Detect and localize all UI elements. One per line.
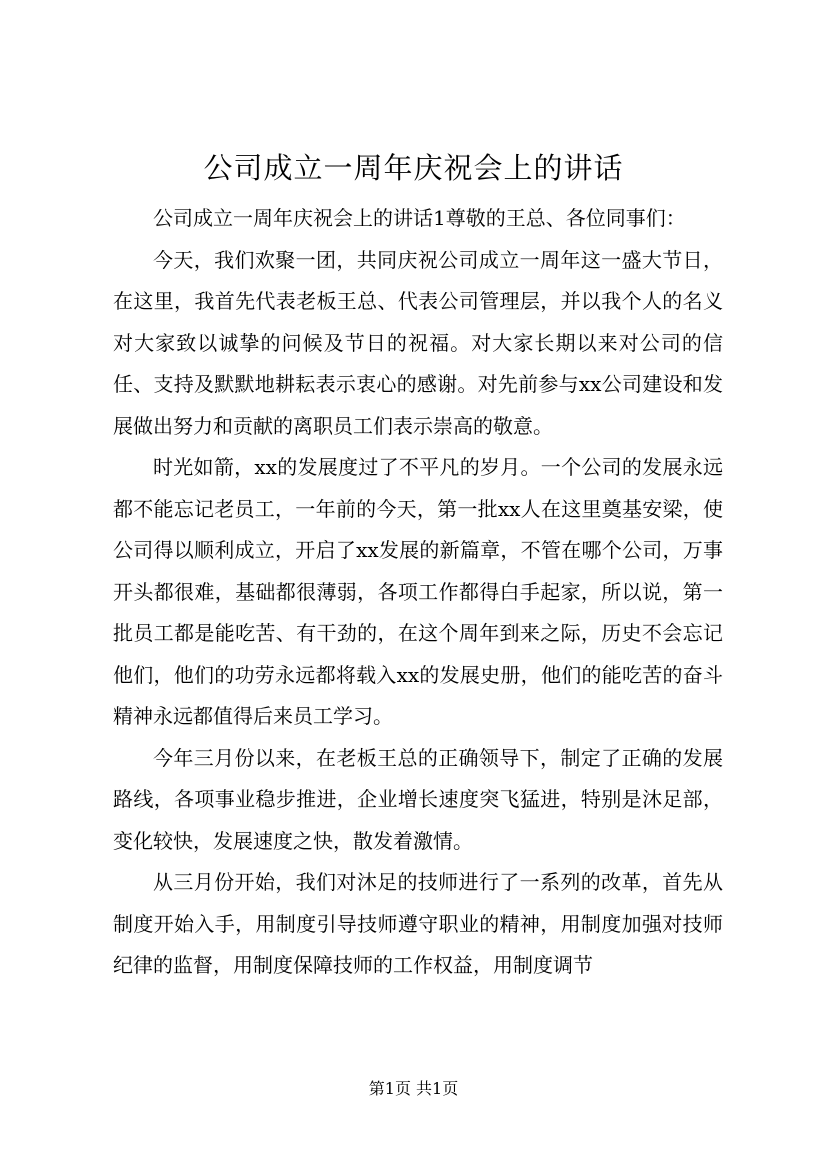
paragraph-history: 时光如箭，xx的发展度过了不平凡的岁月。一个公司的发展永远都不能忘记老员工，一年前的今天，第一批xx人在这里奠基安梁，使公司得以顺利成立，开启了xx发展的新篇章，不管在哪个公司，万事开头都很难，基础都很薄弱，各项工作都得白手起家，所以说，第一批员工都是能吃苦、有干劲的，在这个周年到来之际，历史不会忘记他们，他们的功劳永远都将载入xx的发展史册，他们的能吃苦的奋斗精神永远都值得后来员工学习。: [113, 455, 723, 728]
paragraph-progress: 今年三月份以来，在老板王总的正确领导下，制定了正确的发展路线，各项事业稳步推进，企业增长速度突飞猛进，特别是沐足部，变化较快，发展速度之快，散发着激情。: [113, 745, 723, 853]
document-body: [113, 198, 723, 987]
paragraph-reform: 从三月份开始，我们对沐足的技师进行了一系列的改革，首先从制度开始入手，用制度引导技师遵守职业的精神，用制度加强对技师纪律的监督，用制度保障技师的工作权益，用制度调节: [113, 870, 723, 977]
page-footer: 第1页 共1页: [368, 1079, 459, 1098]
document-title: 公司成立一周年庆祝会上的讲话: [203, 151, 624, 185]
paragraph-opening: 今天，我们欢聚一团，共同庆祝公司成立一周年这一盛大节日，在这里，我首先代表老板王总、代表公司管理层，并以我个人的名义对大家致以诚挚的问候及节日的祝福。对大家长期以来对公司的信任、支持及默默地耕耘表示衷心的感谢。对先前参与xx公司建设和发展做出努力和贡献的离职员工们表示崇高的敬意。: [113, 247, 723, 438]
paragraph-greeting: 公司成立一周年庆祝会上的讲话1尊敬的王总、各位同事们：: [153, 206, 686, 230]
